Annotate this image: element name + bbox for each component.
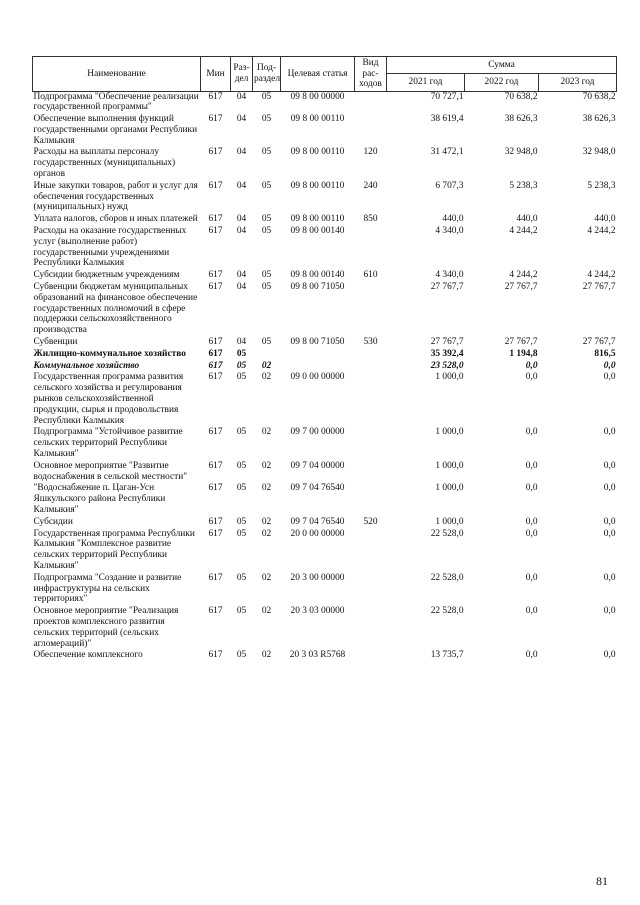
cell-subsection: 02 xyxy=(261,572,272,583)
cell-sum-2022: 1 194,8 xyxy=(509,348,538,359)
cell-sum-2021: 23 528,0 xyxy=(430,360,464,371)
header-year-2021: 2021 год xyxy=(387,74,465,91)
cell-ministry: 617 xyxy=(208,226,223,237)
table-row xyxy=(33,529,617,573)
cell-section: 05 xyxy=(236,650,247,661)
cell-name: Обеспечение комплексного xyxy=(33,650,143,661)
table-row xyxy=(33,349,617,361)
cell-sum-2022: 27 767,7 xyxy=(504,282,538,293)
header-target-article: Целевая статья xyxy=(281,57,355,92)
cell-sum-2022: 38 626,3 xyxy=(504,114,538,125)
cell-subsection: 05 xyxy=(261,180,272,191)
cell-target-article: 20 3 00 00000 xyxy=(290,572,345,583)
cell-sum-2023: 32 948,0 xyxy=(582,147,616,158)
cell-target-article xyxy=(281,349,355,361)
cell-sum-2022: 32 948,0 xyxy=(504,147,538,158)
table-row xyxy=(33,114,617,147)
cell-expense-type xyxy=(355,114,387,147)
table-row xyxy=(33,517,617,529)
cell-subsection: 02 xyxy=(261,516,272,527)
cell-expense-type xyxy=(355,349,387,361)
cell-name: Подпрограмма "Обеспечение реализации государственной программы" xyxy=(33,91,199,113)
cell-expense-type xyxy=(355,91,387,114)
cell-sum-2023: 38 626,3 xyxy=(582,114,616,125)
cell-subsection: 02 xyxy=(261,427,272,438)
table-row xyxy=(33,427,617,460)
cell-sum-2021: 1 000,0 xyxy=(435,516,464,527)
cell-sum-2021: 1 000,0 xyxy=(435,483,464,494)
cell-sum-2021: 6 707,3 xyxy=(435,180,464,191)
table-row xyxy=(33,270,617,282)
cell-sum-2023: 0,0 xyxy=(603,483,616,494)
cell-sum-2021: 38 619,4 xyxy=(430,114,464,125)
cell-section: 04 xyxy=(236,282,247,293)
cell-subsection: 05 xyxy=(261,147,272,158)
cell-expense-type xyxy=(355,372,387,427)
cell-sum-2023: 440,0 xyxy=(594,214,616,225)
cell-expense-type xyxy=(355,282,387,337)
cell-sum-2023: 27 767,7 xyxy=(582,282,616,293)
cell-section: 04 xyxy=(236,91,247,102)
cell-section: 04 xyxy=(236,214,247,225)
cell-target-article: 09 8 00 00110 xyxy=(290,147,345,158)
cell-sum-2021: 13 735,7 xyxy=(430,650,464,661)
cell-subsection: 02 xyxy=(261,483,272,494)
cell-ministry: 617 xyxy=(208,427,223,438)
cell-name: Уплата налогов, сборов и иных платежей xyxy=(33,214,198,225)
cell-target-article: 09 8 00 71050 xyxy=(290,282,345,293)
table-row xyxy=(33,361,617,373)
cell-name: Основное мероприятие "Реализация проектов комплексного развития сельских территорий (сельских агломераций)" xyxy=(33,606,179,649)
cell-name: Жилищно-коммунальное хозяйство xyxy=(33,348,186,359)
cell-sum-2022: 0,0 xyxy=(525,372,538,383)
cell-sum-2022: 0,0 xyxy=(525,427,538,438)
header-year-2022: 2022 год xyxy=(465,74,539,91)
cell-ministry: 617 xyxy=(208,282,223,293)
cell-target-article: 20 3 03 R5768 xyxy=(289,650,346,661)
cell-section: 05 xyxy=(236,460,247,471)
cell-sum-2022: 27 767,7 xyxy=(504,337,538,348)
cell-sum-2023: 4 244,2 xyxy=(587,270,616,281)
cell-sum-2022: 0,0 xyxy=(525,360,538,371)
cell-expense-type: 120 xyxy=(363,147,378,158)
cell-sum-2021: 27 767,7 xyxy=(430,337,464,348)
cell-subsection xyxy=(253,349,281,361)
cell-ministry: 617 xyxy=(208,572,223,583)
cell-target-article: 09 7 04 76540 xyxy=(290,483,345,494)
cell-name: "Водоснабжение п. Цаган-Усн Яшкульского района Республики Калмыкия" xyxy=(33,483,166,515)
cell-name: Субсидии бюджетным учреждениям xyxy=(33,270,180,281)
cell-sum-2021: 22 528,0 xyxy=(430,572,464,583)
cell-name: Государственная программа развития сельского хозяйства и регулирования рынков сельскохозяйственной продукции, сырья и продовольствия Республики Калмыкия xyxy=(33,372,184,426)
cell-sum-2023: 816,5 xyxy=(594,348,616,359)
cell-name: Подпрограмма "Устойчивое развитие сельских территорий Республики Калмыкия" xyxy=(33,427,183,459)
cell-sum-2022: 4 244,2 xyxy=(509,226,538,237)
table-row xyxy=(33,337,617,349)
table-row xyxy=(33,573,617,606)
cell-subsection: 05 xyxy=(261,114,272,125)
cell-section: 05 xyxy=(236,516,247,527)
cell-expense-type xyxy=(355,483,387,516)
header-name: Наименование xyxy=(33,57,201,92)
cell-target-article: 09 8 00 00140 xyxy=(290,226,345,237)
table-row xyxy=(33,606,617,650)
cell-sum-2023: 0,0 xyxy=(603,516,616,527)
cell-ministry: 617 xyxy=(208,214,223,225)
cell-subsection: 05 xyxy=(261,214,272,225)
cell-expense-type xyxy=(355,606,387,650)
cell-target-article: 09 8 00 00110 xyxy=(290,180,345,191)
cell-sum-2022: 0,0 xyxy=(525,572,538,583)
header-min: Мин xyxy=(201,57,231,92)
cell-section: 05 xyxy=(236,528,247,539)
cell-ministry: 617 xyxy=(208,360,223,371)
cell-ministry: 617 xyxy=(208,528,223,539)
table-row xyxy=(33,147,617,180)
table-row xyxy=(33,461,617,484)
header-expense-type: Вид рас-ходов xyxy=(355,57,387,92)
cell-target-article: 09 8 00 00140 xyxy=(290,270,345,281)
cell-sum-2023: 27 767,7 xyxy=(582,337,616,348)
cell-target-article: 09 8 00 00000 xyxy=(290,91,345,102)
cell-sum-2023: 5 238,3 xyxy=(587,180,616,191)
table-row xyxy=(33,181,617,214)
header-row xyxy=(33,57,617,74)
cell-sum-2023: 0,0 xyxy=(603,572,616,583)
page-number: 81 xyxy=(596,874,608,888)
table-row xyxy=(33,282,617,337)
cell-section: 05 xyxy=(236,572,247,583)
header-podrazdel: Под-раздел xyxy=(253,57,281,92)
cell-target-article: 09 7 04 00000 xyxy=(290,460,345,471)
cell-section: 05 xyxy=(236,372,247,383)
cell-ministry: 617 xyxy=(208,114,223,125)
cell-sum-2021: 22 528,0 xyxy=(430,528,464,539)
cell-target-article xyxy=(281,361,355,373)
cell-subsection: 05 xyxy=(261,91,272,102)
cell-sum-2023: 0,0 xyxy=(603,360,616,371)
table-body xyxy=(33,91,617,662)
cell-name: Обеспечение выполнения функций государственными органами Республики Калмыкия xyxy=(33,114,198,146)
cell-sum-2022: 0,0 xyxy=(525,606,538,617)
cell-name: Коммунальное хозяйство xyxy=(33,360,140,371)
cell-section: 04 xyxy=(236,114,247,125)
cell-sum-2022: 0,0 xyxy=(525,516,538,527)
cell-name: Расходы на выплаты персоналу государственных (муниципальных) органов xyxy=(33,147,176,180)
cell-target-article: 09 8 00 00110 xyxy=(290,114,345,125)
cell-sum-2023: 0,0 xyxy=(603,650,616,661)
cell-target-article: 09 8 00 00110 xyxy=(290,214,345,225)
cell-sum-2021: 4 340,0 xyxy=(435,270,464,281)
table-row xyxy=(33,483,617,516)
cell-expense-type xyxy=(355,650,387,662)
cell-subsection: 05 xyxy=(261,226,272,237)
cell-target-article: 09 8 00 71050 xyxy=(290,337,345,348)
cell-target-article: 20 0 00 00000 xyxy=(290,528,345,539)
cell-name: Иные закупки товаров, работ и услуг для обеспечения государственных (муниципальных) нужд xyxy=(33,180,198,213)
cell-subsection: 02 xyxy=(261,650,272,661)
cell-subsection: 02 xyxy=(261,606,272,617)
cell-expense-type: 240 xyxy=(363,180,378,191)
cell-expense-type: 530 xyxy=(363,337,378,348)
table-row xyxy=(33,214,617,226)
cell-section: 04 xyxy=(236,270,247,281)
cell-subsection: 02 xyxy=(261,360,272,371)
cell-sum-2023: 4 244,2 xyxy=(587,226,616,237)
cell-ministry: 617 xyxy=(208,337,223,348)
cell-section: 04 xyxy=(236,180,247,191)
cell-sum-2023: 0,0 xyxy=(603,606,616,617)
cell-sum-2021: 70 727,1 xyxy=(430,91,464,102)
cell-ministry: 617 xyxy=(208,650,223,661)
cell-ministry: 617 xyxy=(208,91,223,102)
cell-expense-type xyxy=(355,461,387,484)
cell-sum-2021: 4 340,0 xyxy=(435,226,464,237)
cell-sum-2023: 0,0 xyxy=(603,460,616,471)
cell-ministry: 617 xyxy=(208,516,223,527)
cell-sum-2022: 0,0 xyxy=(525,650,538,661)
cell-ministry: 617 xyxy=(208,606,223,617)
cell-sum-2021: 1 000,0 xyxy=(435,427,464,438)
cell-expense-type xyxy=(355,361,387,373)
cell-section: 05 xyxy=(236,360,247,371)
cell-section: 04 xyxy=(236,226,247,237)
cell-sum-2023: 0,0 xyxy=(603,427,616,438)
cell-section: 05 xyxy=(236,348,247,359)
cell-subsection: 02 xyxy=(261,528,272,539)
header-razdel: Раз-дел xyxy=(231,57,253,92)
cell-name: Государственная программа Республики Калмыкия "Комплексное развитие сельских территорий Республики Калмыкия" xyxy=(33,528,195,571)
cell-name: Расходы на оказание государственных услуг (выполнение работ) государственными учреждениями Республики Калмыкия xyxy=(33,226,187,269)
cell-sum-2021: 1 000,0 xyxy=(435,460,464,471)
cell-expense-type xyxy=(355,226,387,270)
cell-section: 04 xyxy=(236,147,247,158)
cell-section: 05 xyxy=(236,606,247,617)
cell-ministry: 617 xyxy=(208,270,223,281)
cell-section: 05 xyxy=(236,427,247,438)
cell-subsection: 05 xyxy=(261,282,272,293)
cell-ministry: 617 xyxy=(208,483,223,494)
cell-sum-2021: 22 528,0 xyxy=(430,606,464,617)
cell-sum-2022: 440,0 xyxy=(516,214,538,225)
cell-subsection: 05 xyxy=(261,270,272,281)
cell-section: 05 xyxy=(236,483,247,494)
cell-ministry: 617 xyxy=(208,372,223,383)
cell-sum-2022: 0,0 xyxy=(525,460,538,471)
table-row xyxy=(33,650,617,662)
cell-sum-2023: 0,0 xyxy=(603,372,616,383)
cell-sum-2021: 27 767,7 xyxy=(430,282,464,293)
header-sum: Сумма xyxy=(387,57,617,74)
cell-expense-type xyxy=(355,529,387,573)
table-row xyxy=(33,372,617,427)
cell-target-article: 09 7 04 76540 xyxy=(290,516,345,527)
cell-sum-2022: 70 638,2 xyxy=(504,91,538,102)
cell-name: Основное мероприятие "Развитие водоснабжения в сельской местности" xyxy=(33,460,188,482)
cell-name: Подпрограмма "Создание и развитие инфраструктуры на сельских территориях" xyxy=(33,572,182,605)
cell-sum-2022: 0,0 xyxy=(525,483,538,494)
cell-ministry: 617 xyxy=(208,460,223,471)
cell-sum-2021: 440,0 xyxy=(442,214,464,225)
cell-sum-2022: 5 238,3 xyxy=(509,180,538,191)
header-year-2023: 2023 год xyxy=(539,74,617,91)
cell-section: 04 xyxy=(236,337,247,348)
cell-sum-2022: 0,0 xyxy=(525,528,538,539)
cell-sum-2022: 4 244,2 xyxy=(509,270,538,281)
table-row xyxy=(33,226,617,270)
cell-expense-type: 850 xyxy=(363,214,378,225)
table-row xyxy=(33,91,617,114)
cell-target-article: 09 0 00 00000 xyxy=(290,372,345,383)
cell-sum-2023: 0,0 xyxy=(603,528,616,539)
cell-sum-2021: 31 472,1 xyxy=(430,147,464,158)
cell-target-article: 20 3 03 00000 xyxy=(290,606,345,617)
cell-name: Субвенции xyxy=(33,337,78,348)
cell-subsection: 02 xyxy=(261,460,272,471)
cell-expense-type: 520 xyxy=(363,516,378,527)
cell-target-article: 09 7 00 00000 xyxy=(290,427,345,438)
cell-expense-type: 610 xyxy=(363,270,378,281)
cell-subsection: 02 xyxy=(261,372,272,383)
cell-expense-type xyxy=(355,573,387,606)
cell-sum-2021: 1 000,0 xyxy=(435,372,464,383)
cell-name: Субвенции бюджетам муниципальных образований на финансовое обеспечение государственных полномочий в сфере поддержки сельскохозяйственного производства xyxy=(33,282,198,336)
budget-table xyxy=(32,56,617,662)
cell-subsection: 05 xyxy=(261,337,272,348)
cell-sum-2023: 70 638,2 xyxy=(582,91,616,102)
cell-sum-2021: 35 392,4 xyxy=(430,348,464,359)
cell-ministry: 617 xyxy=(208,147,223,158)
cell-expense-type xyxy=(355,427,387,460)
cell-name: Субсидии xyxy=(33,516,73,527)
cell-ministry: 617 xyxy=(208,180,223,191)
cell-ministry: 617 xyxy=(208,348,223,359)
